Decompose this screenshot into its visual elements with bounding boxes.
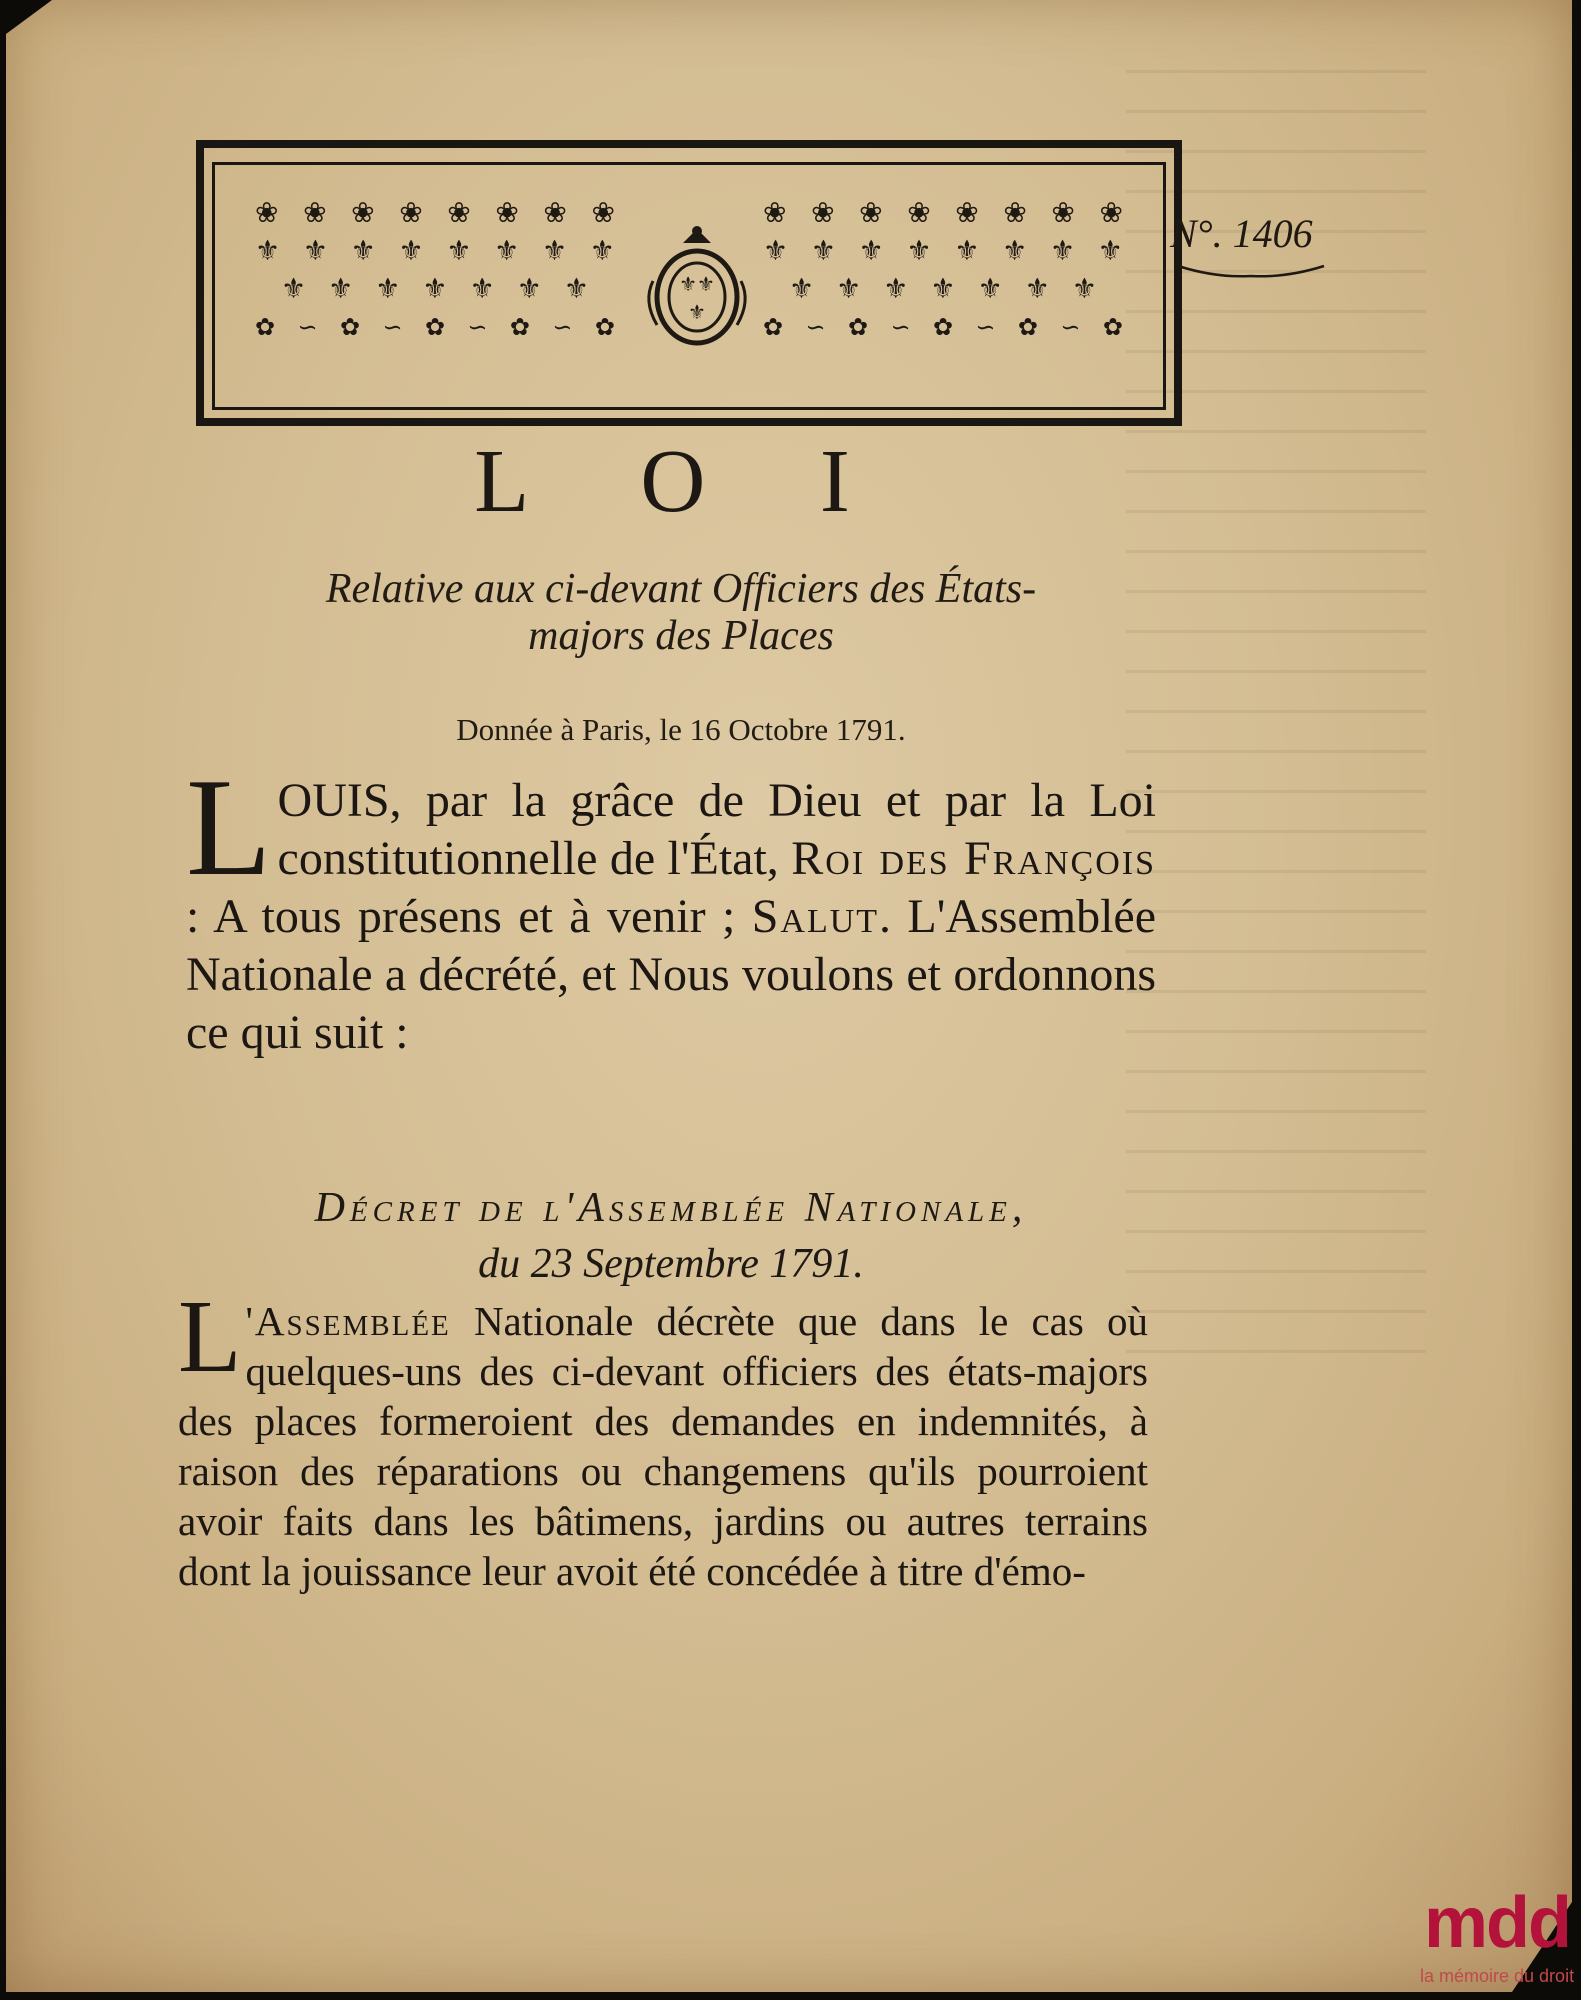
mdd-logo: mdd	[1424, 1883, 1570, 1963]
preamble-smallcaps-1: Roi des François	[791, 832, 1156, 885]
decree-heading-line-1: Décret de l'Assemblée Nationale,	[314, 1185, 1028, 1231]
frame-inner-border	[212, 162, 1166, 410]
decree-heading-line-2: du 23 Septembre 1791.	[478, 1241, 864, 1287]
mdd-logo-caption: la mémoire du droit	[1420, 1966, 1575, 1986]
decree-heading	[186, 1180, 1156, 1292]
subtitle-line-2: majors des Places	[528, 613, 834, 659]
drop-cap: L	[178, 1279, 242, 1394]
royal-crest-icon	[639, 221, 755, 351]
drop-cap: L	[186, 750, 272, 905]
preamble-paragraph	[186, 750, 1157, 1062]
document-number: N°. 1406	[1170, 211, 1313, 256]
preamble-text-1: OUIS, par la grâce de Dieu et par la Loi constitutionnelle de l'État,	[277, 774, 1156, 885]
subtitle-line-1: Relative aux ci-devant Officiers des États-	[325, 566, 1037, 612]
fleur-de-lis-ornament-right: ❀ ❀ ❀ ❀ ❀ ❀ ❀ ❀ ⚜ ⚜ ⚜ ⚜ ⚜ ⚜ ⚜ ⚜ ⚜ ⚜ ⚜ ⚜ ⚜ ⚜ ⚜ ✿ ∽ ✿ ∽ ✿ ∽ ✿ ∽ ✿	[763, 198, 1123, 341]
page-title: L O I	[474, 432, 896, 531]
decree-text: Nationale décrète que dans le cas où quelques-uns des ci-devant officiers des états-majors des places formeroient des demandes en indemnités, à raison des réparations ou changemens qu'ils pourroient avoir faits dans les bâtimens, jardins ou autres terrains dont la jouissance leur avoit été concédée à titre d'émo-	[178, 1298, 1148, 1594]
svg-text:⚜: ⚜	[688, 302, 706, 324]
subtitle	[186, 566, 1176, 660]
issue-date: Donnée à Paris, le 16 Octobre 1791.	[456, 712, 906, 747]
torn-corner-top-left	[6, 0, 52, 34]
preamble-smallcaps-2: Salut	[751, 890, 880, 943]
number-underline-brace	[1176, 262, 1326, 282]
decorative-header-frame	[196, 140, 1182, 426]
preamble-text-2: : A tous présens et à venir ;	[186, 890, 752, 943]
decree-smallcaps: 'Assemblée	[245, 1298, 451, 1344]
decree-body-paragraph	[178, 1279, 1148, 1596]
preamble-text-3: . L'Assemblée Nationale a décrété, et Nous voulons et ordonnons ce qui suit :	[186, 890, 1157, 1059]
svg-text:⚜⚜: ⚜⚜	[679, 274, 715, 296]
fleur-de-lis-ornament-left: ❀ ❀ ❀ ❀ ❀ ❀ ❀ ❀ ⚜ ⚜ ⚜ ⚜ ⚜ ⚜ ⚜ ⚜ ⚜ ⚜ ⚜ ⚜ ⚜ ⚜ ⚜ ✿ ∽ ✿ ∽ ✿ ∽ ✿ ∽ ✿	[255, 198, 615, 341]
